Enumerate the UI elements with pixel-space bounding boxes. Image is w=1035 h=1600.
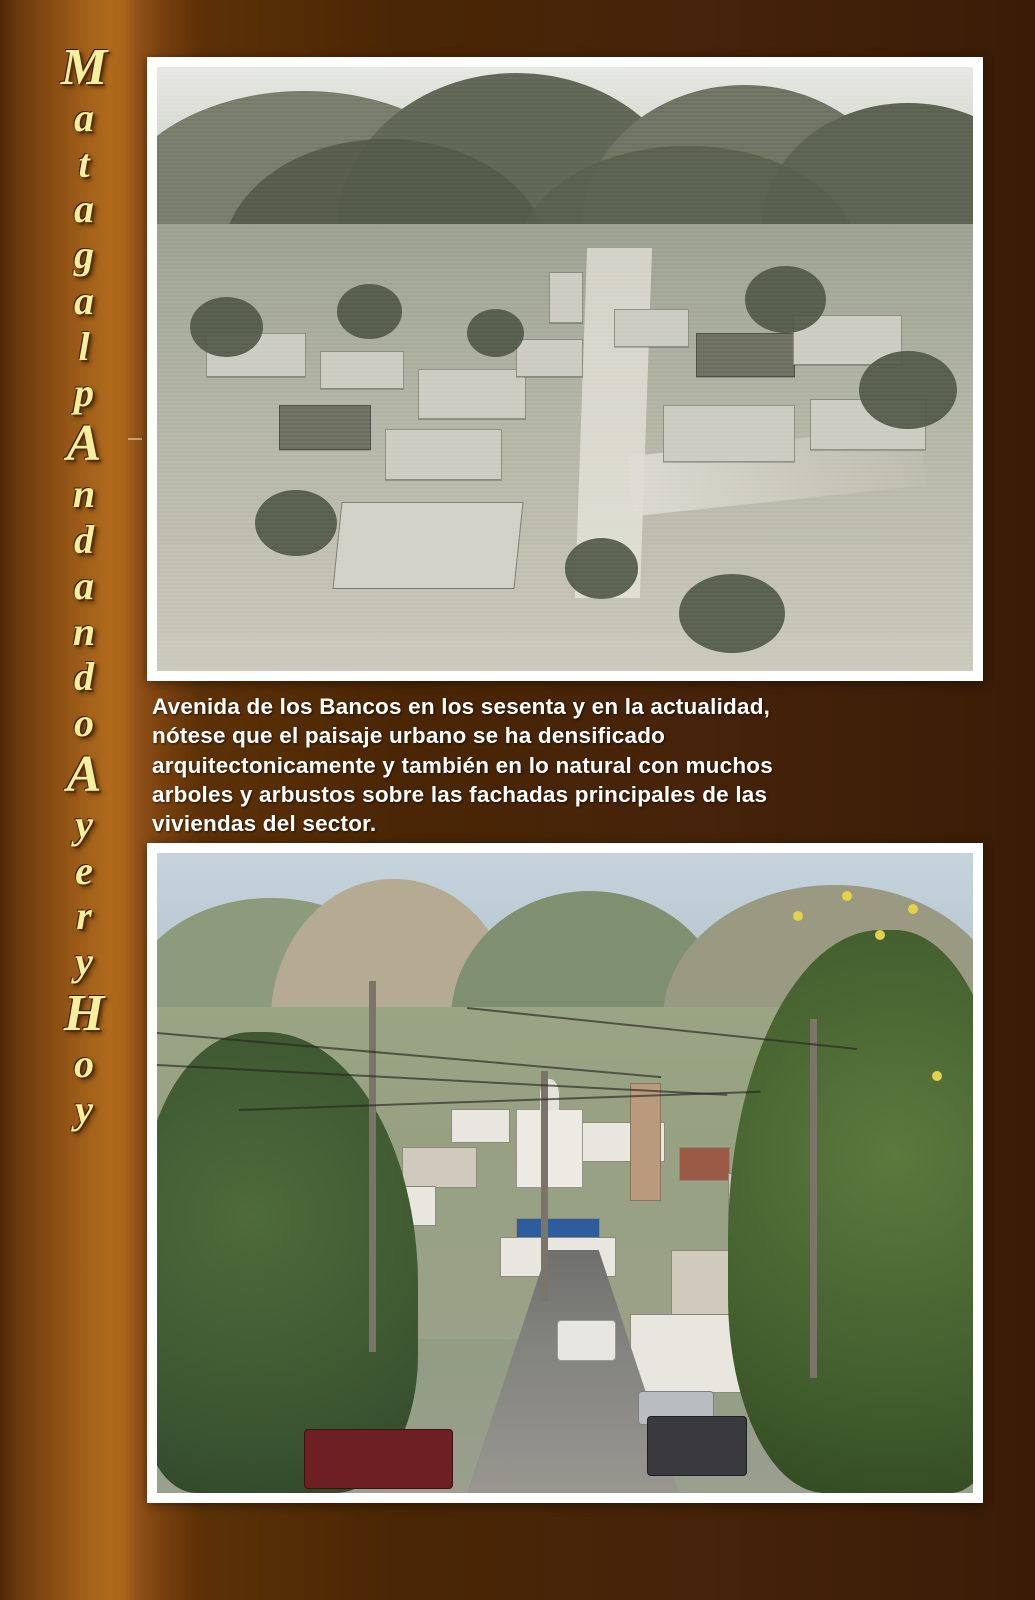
title-char: n xyxy=(72,471,96,517)
title-char: y xyxy=(75,1086,93,1132)
flower xyxy=(932,1071,942,1081)
building xyxy=(402,1147,477,1187)
title-char: p xyxy=(74,369,94,415)
title-char: n xyxy=(72,608,96,654)
title-char: y xyxy=(75,939,93,985)
title-char: o xyxy=(74,1040,94,1086)
flower xyxy=(908,904,918,914)
title-char: g xyxy=(74,232,94,278)
storefront-sign xyxy=(516,1218,600,1239)
title-char: o xyxy=(74,700,94,746)
caption-line: Avenida de los Bancos en los sesenta y en la actualidad, xyxy=(152,694,771,719)
title-char: y xyxy=(75,801,93,847)
vehicle-pickup xyxy=(304,1429,453,1489)
photo-current xyxy=(157,853,973,1493)
title-char: d xyxy=(74,517,94,563)
caption-line: arquitectonicamente y también en lo natural con muchos xyxy=(152,752,773,778)
photo-historic xyxy=(157,67,973,671)
utility-pole xyxy=(369,981,376,1352)
title-char: r xyxy=(76,893,92,939)
church-tower xyxy=(630,1083,661,1200)
title-char: d xyxy=(74,654,94,700)
content-column xyxy=(140,0,980,1600)
building xyxy=(679,1147,730,1181)
vertical-title xyxy=(42,39,126,1544)
title-char: H xyxy=(63,985,105,1043)
vehicle-truck xyxy=(557,1320,616,1360)
caption-line: arboles y arbustos sobre las fachadas principales de las xyxy=(152,781,768,807)
title-char: l xyxy=(78,323,90,369)
title-char: a xyxy=(74,562,94,608)
title-char: a xyxy=(74,94,94,140)
film-grain-overlay xyxy=(157,67,973,671)
title-char: e xyxy=(75,847,93,893)
title-char: M xyxy=(60,39,108,96)
photo-caption xyxy=(152,692,980,838)
caption-line: nótese que el paisaje urbano se ha densificado xyxy=(152,723,666,749)
utility-pole xyxy=(541,1071,548,1301)
photo-frame-historic xyxy=(147,57,983,681)
title-char: A xyxy=(66,746,102,804)
photo-frame-current xyxy=(147,843,983,1503)
flower xyxy=(875,930,885,940)
cathedral xyxy=(516,1109,583,1188)
utility-pole xyxy=(810,1019,817,1377)
building xyxy=(451,1109,510,1143)
title-char: t xyxy=(78,140,90,186)
title-char: a xyxy=(74,278,94,324)
title-char: A xyxy=(66,415,102,473)
caption-line: viviendas del sector. xyxy=(152,811,377,836)
vehicle-suv xyxy=(647,1416,747,1476)
title-char: a xyxy=(74,186,94,232)
